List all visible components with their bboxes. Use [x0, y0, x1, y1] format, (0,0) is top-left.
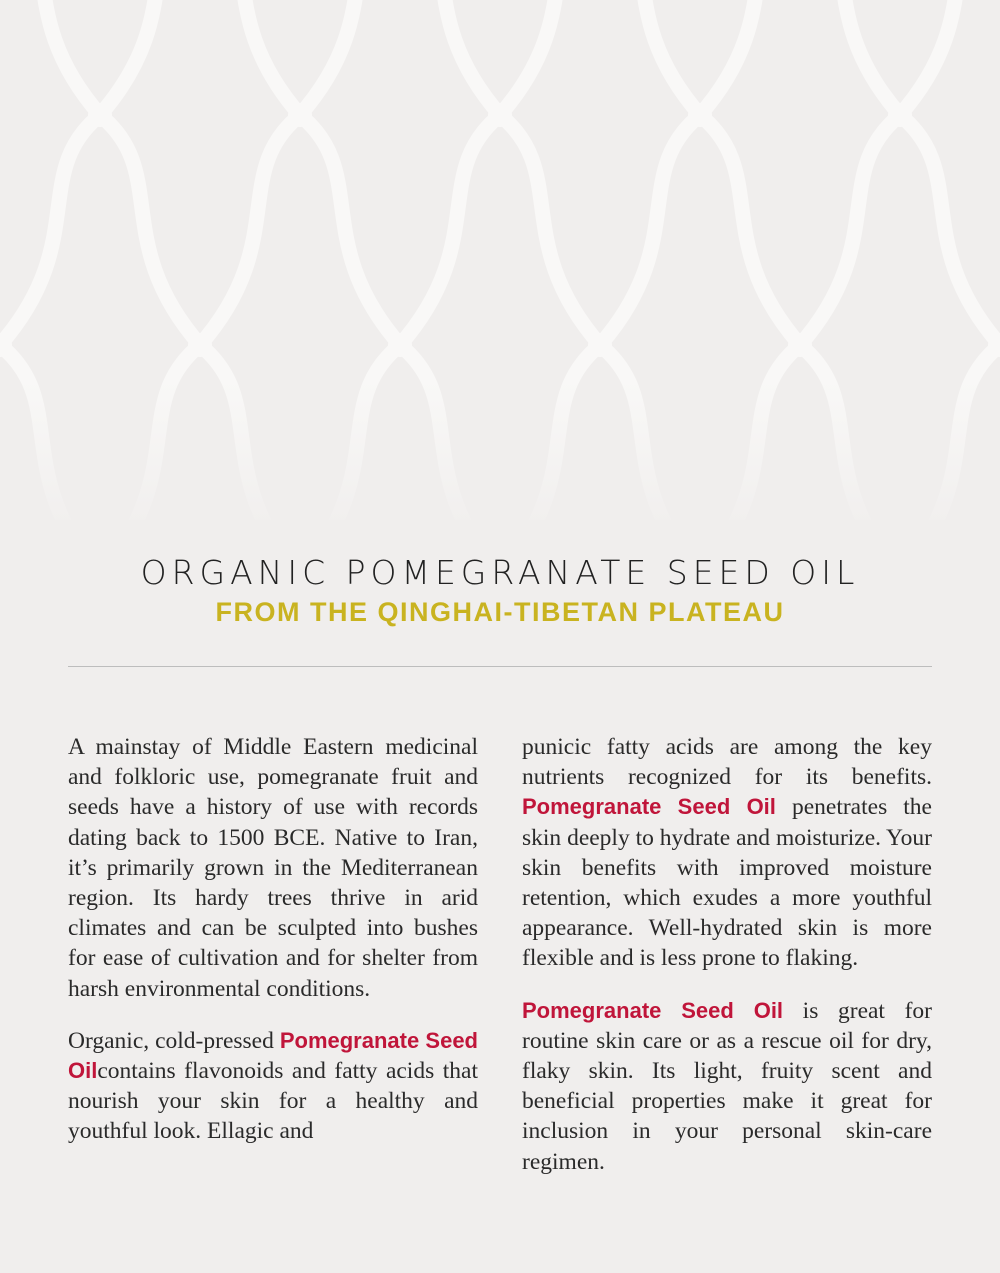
- ogee-curve: [0, 115, 200, 345]
- product-name-highlight: Pomegranate Seed Oil: [522, 794, 776, 820]
- page-subtitle: FROM THE QINGHAI-TIBETAN PLATEAU: [215, 597, 785, 627]
- ogee-dot: [88, 103, 112, 127]
- pattern-fade: [0, 380, 1000, 540]
- ogee-curve: [0, 0, 100, 115]
- product-name-highlight: Pomegranate Seed Oil: [68, 1027, 478, 1084]
- paragraph-intro-text: A mainstay of Middle Eastern medicinal and folkloric use, pomegranate fruit and seeds have a history of use with records dating back to 1500 BCE. Native to Iran, it’s primarily grown in the Mediterranean region. Its hardy trees thrive in arid climates and can be sculpted into bushes for ease of cultivation and for shelter from harsh environmental conditions.: [68, 734, 478, 1002]
- ogee-dot: [788, 333, 812, 357]
- text-column-right: [522, 732, 932, 1199]
- ogee-dot: [288, 103, 312, 127]
- usage-text: is great for routine skin care or as a rescue oil for dry, flaky skin. Its light, fruity scent and beneficial properties make it great for inclusion in your personal skin-care regimen.: [522, 997, 932, 1175]
- ogee-curve: [300, 0, 500, 115]
- ogee-curve: [600, 115, 800, 345]
- ogee-dot: [188, 333, 212, 357]
- ogee-curve: [200, 115, 400, 345]
- ogee-curve: [100, 0, 300, 115]
- paragraph-benefits: [68, 1026, 478, 1147]
- ogee-dot: [588, 333, 612, 357]
- divider: [68, 666, 932, 667]
- paragraph-usage: [522, 996, 932, 1177]
- ogee-curve: [500, 0, 700, 115]
- benefits-text-3: penetrates the skin deeply to hydrate and moisturize. Your skin benefits with improved moisture retention, which exudes a more youthful appearance. Well-hydrated skin is more flexible and is less prone to flaking.: [522, 794, 932, 972]
- paragraph-intro: [68, 732, 478, 1004]
- ogee-dot: [688, 103, 712, 127]
- page-header: [0, 552, 1000, 628]
- ogee-dot: [488, 103, 512, 127]
- page-title: ORGANIC POMEGRANATE SEED OIL: [140, 553, 860, 592]
- benefits-text-continued: punicic fatty acids are among the key nutrients recognized for its benefits.: [522, 734, 932, 791]
- ogee-curve: [400, 115, 600, 345]
- benefits-text-2: contains flavonoids and fatty acids that nourish your skin for a healthy and youthful look. Ellagic and: [68, 1058, 478, 1145]
- ogee-curve: [900, 0, 1000, 115]
- ogee-dot: [888, 103, 912, 127]
- paragraph-benefits-cont: [522, 732, 932, 974]
- benefits-text-1: Organic, cold-pressed: [68, 1027, 280, 1054]
- text-column-left: [68, 732, 478, 1169]
- product-name-highlight: Pomegranate Seed Oil: [522, 997, 784, 1023]
- ogee-curve: [800, 115, 1000, 345]
- ogee-dot: [388, 333, 412, 357]
- ogee-curve: [700, 0, 900, 115]
